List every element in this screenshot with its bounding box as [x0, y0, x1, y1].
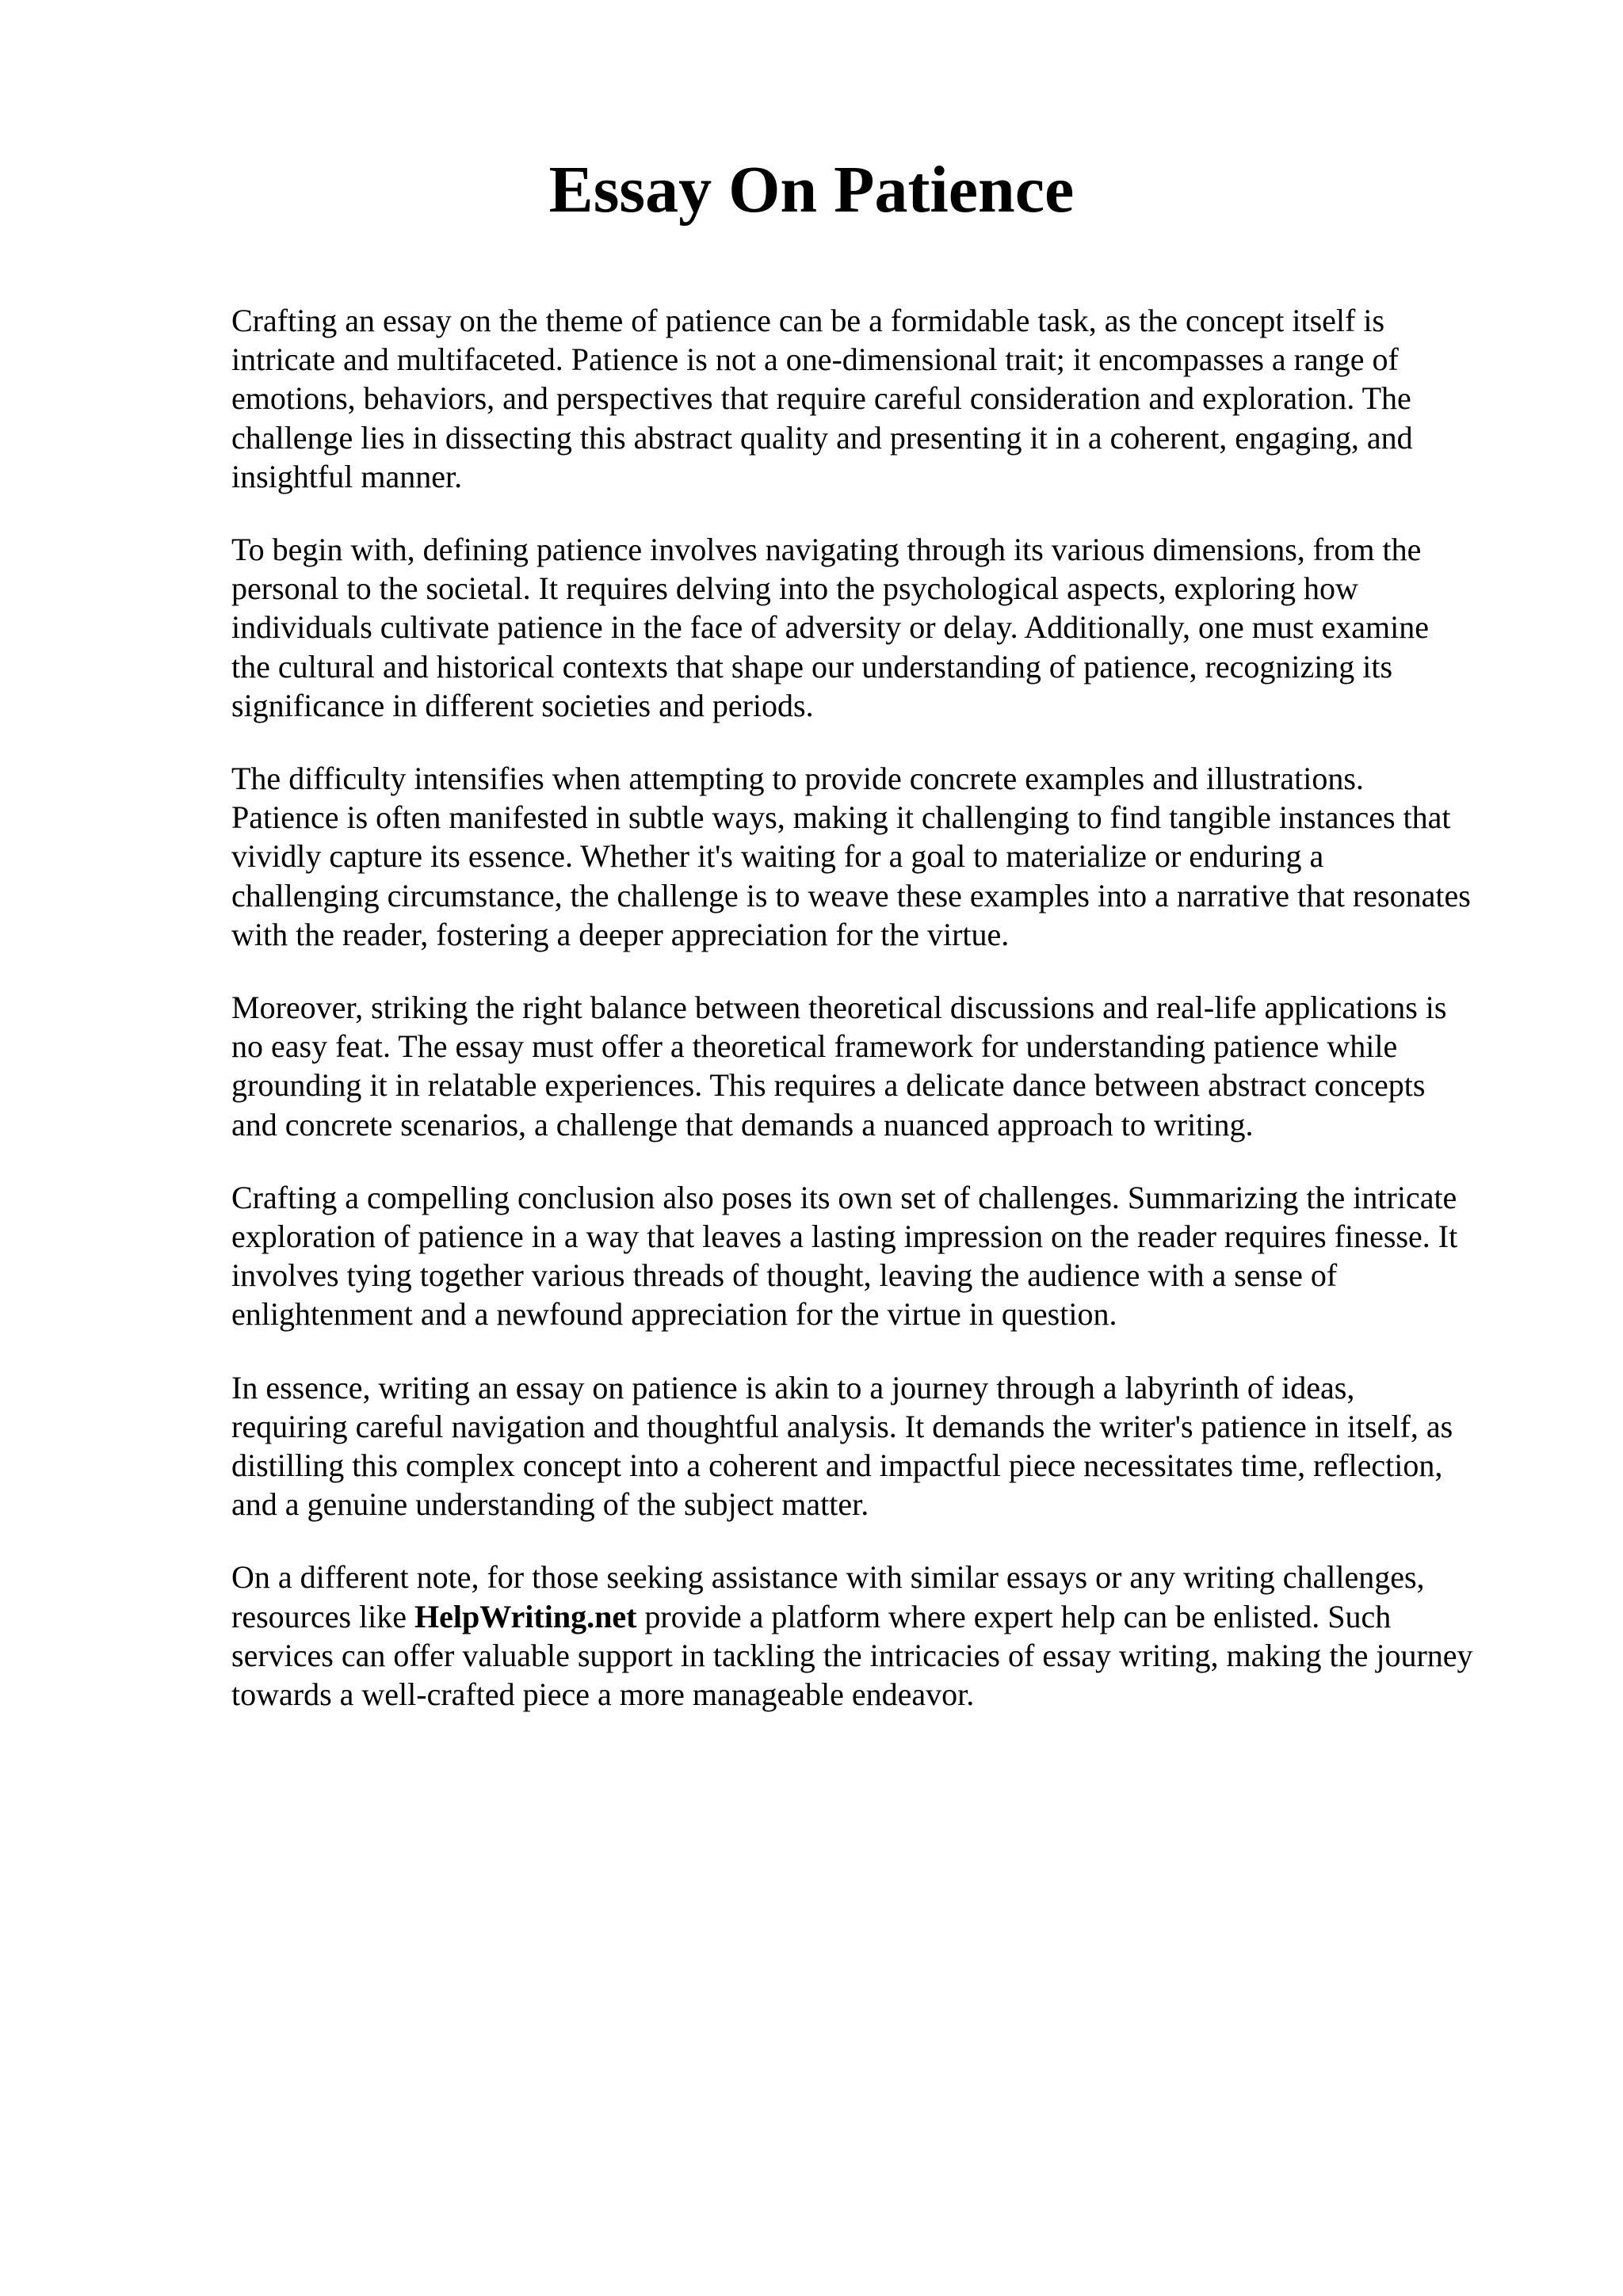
text-line: with the reader, fostering a deeper appreciation for the virtue.	[231, 916, 1010, 952]
text-line: Crafting a compelling conclusion also poses its own set of challenges. Summarizing the intricate	[231, 1179, 1457, 1215]
text-line: significance in different societies and periods.	[231, 687, 814, 723]
text-line: insightful manner.	[231, 458, 463, 494]
text-segment: resources like	[231, 1598, 415, 1634]
text-line: distilling this complex concept into a coherent and impactful piece necessitates time, reflection,	[231, 1447, 1443, 1484]
text-line: intricate and multifaceted. Patience is not a one-dimensional trait; it encompasses a range of	[231, 341, 1399, 378]
text-line: Moreover, striking the right balance between theoretical discussions and real-life applications is	[231, 990, 1447, 1026]
text-line: and a genuine understanding of the subject matter.	[231, 1486, 869, 1523]
paragraph-3	[231, 759, 1563, 954]
text-line: the cultural and historical contexts that shape our understanding of patience, recognizing its	[231, 648, 1393, 685]
paragraph-6	[231, 1368, 1563, 1524]
text-segment: provide a platform where expert help can be enlisted. Such	[636, 1598, 1392, 1634]
paragraph-1	[231, 301, 1563, 496]
text-line: no easy feat. The essay must offer a theoretical framework for understanding patience while	[231, 1028, 1398, 1065]
text-line: In essence, writing an essay on patience is akin to a journey through a labyrinth of ideas,	[231, 1369, 1355, 1405]
text-line: challenging circumstance, the challenge is to weave these examples into a narrative that resonates	[231, 877, 1471, 913]
text-line: To begin with, defining patience involves navigating through its various dimensions, from the	[231, 532, 1422, 568]
text-line: requiring careful navigation and thoughtful analysis. It demands the writer's patience in itself, as	[231, 1408, 1453, 1444]
text-line: and concrete scenarios, a challenge that demands a nuanced approach to writing.	[231, 1106, 1254, 1142]
text-line: individuals cultivate patience in the face of adversity or delay. Additionally, one must examine	[231, 609, 1430, 646]
text-line: personal to the societal. It requires delving into the psychological aspects, exploring how	[231, 570, 1358, 607]
text-line: The difficulty intensifies when attempting to provide concrete examples and illustrations.	[231, 761, 1364, 797]
text-line	[231, 1597, 1563, 1636]
text-line: exploration of patience in a way that leaves a lasting impression on the reader requires finesse. It	[231, 1219, 1458, 1255]
text-line: emotions, behaviors, and perspectives that require careful consideration and exploration. The	[231, 380, 1411, 417]
text-line: enlightenment and a newfound appreciation for the virtue in question.	[231, 1296, 1117, 1333]
text-line: involves tying together various threads of thought, leaving the audience with a sense of	[231, 1257, 1338, 1294]
text-line: vividly capture its essence. Whether it's waiting for a goal to materialize or enduring a	[231, 838, 1324, 875]
text-line: On a different note, for those seeking assistance with similar essays or any writing challenges,	[231, 1559, 1425, 1596]
paragraph-5	[231, 1178, 1563, 1334]
paragraph-4	[231, 988, 1563, 1144]
text-line: challenge lies in dissecting this abstract quality and presenting it in a coherent, engaging, and	[231, 419, 1413, 456]
paragraph-2	[231, 530, 1563, 725]
text-line: Patience is often manifested in subtle ways, making it challenging to find tangible instances that	[231, 799, 1451, 836]
essay-body	[231, 301, 1563, 1748]
page-title: Essay On Patience	[548, 153, 1075, 227]
text-line: services can offer valuable support in tackling the intricacies of essay writing, making the journey	[231, 1637, 1473, 1673]
text-line: Crafting an essay on the theme of patience can be a formidable task, as the concept itself is	[231, 303, 1385, 338]
paragraph-7	[231, 1558, 1563, 1714]
helpwriting-brand-name: HelpWriting.net	[414, 1598, 637, 1634]
text-line: grounding it in relatable experiences. This requires a delicate dance between abstract concepts	[231, 1067, 1426, 1104]
text-line: towards a well-crafted piece a more manageable endeavor.	[231, 1676, 975, 1713]
